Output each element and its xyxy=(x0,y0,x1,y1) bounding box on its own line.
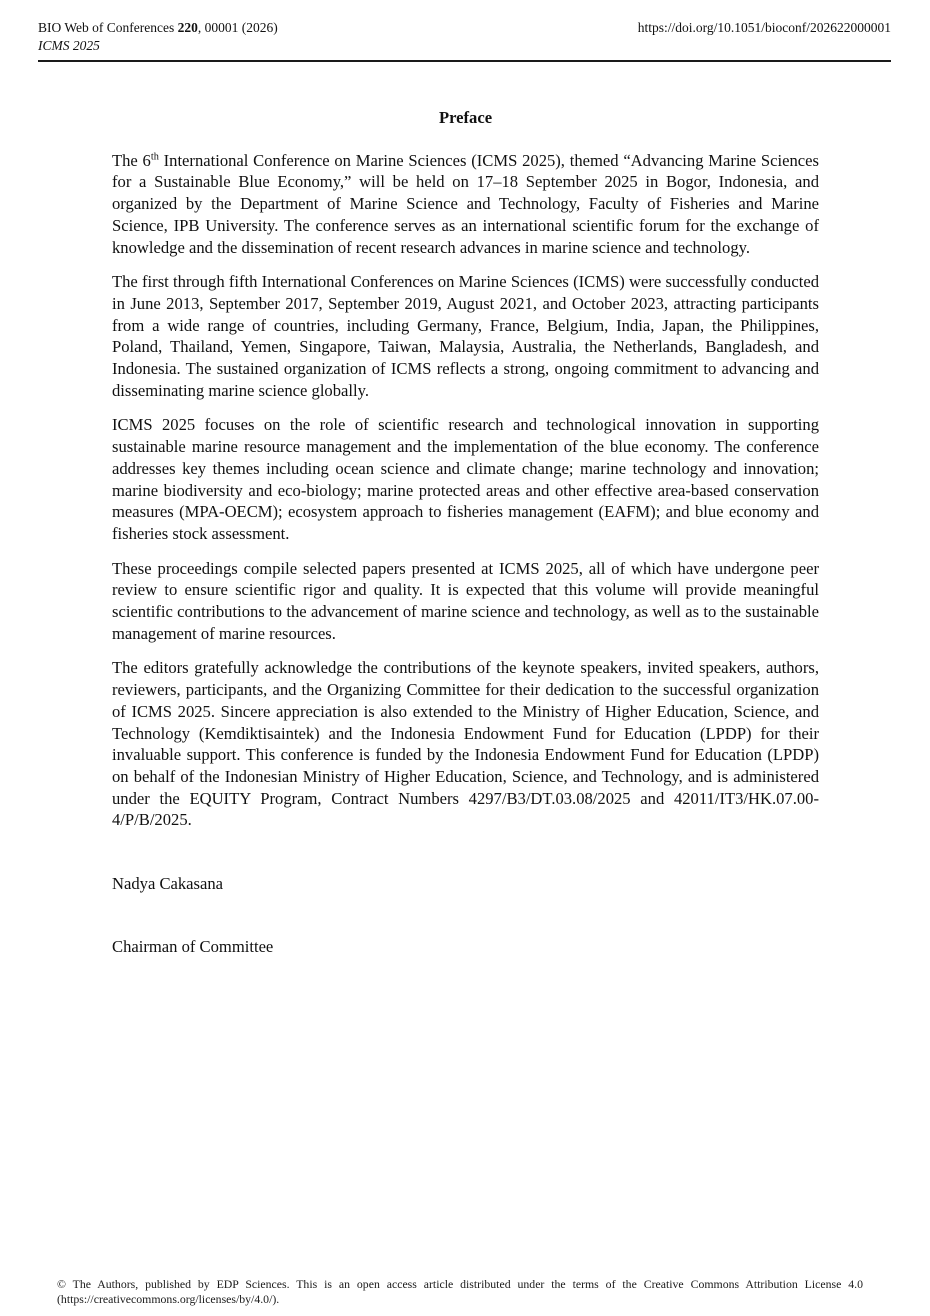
journal-name: BIO Web of Conferences xyxy=(38,20,178,35)
doi-link[interactable]: https://doi.org/10.1051/bioconf/202622000001 xyxy=(637,20,891,35)
conference-name: ICMS 2025 xyxy=(38,38,100,53)
paragraph-themes: ICMS 2025 focuses on the role of scientific research and technological innovation in supporting sustainable marine resource management and the implementation of the blue economy. The conference addresses key themes including ocean science and climate change; marine technology and innovation; marine biodiversity and eco-biology; marine protected areas and other effective area-based conservation measures (MPA-OECM); ecosystem approach to fisheries management (EAFM); and blue economy and fisheries stock assessment. xyxy=(112,415,819,543)
journal-reference-block xyxy=(38,19,278,55)
document-body xyxy=(112,107,819,958)
paragraph-proceedings: These proceedings compile selected papers presented at ICMS 2025, all of which have undergone peer review to ensure scientific rigor and quality. It is expected that this volume will provide meaningful scientific contributions to the advancement of marine science and technology, as well as to the sustainable management of marine resources. xyxy=(112,558,819,643)
ordinal-superscript: th xyxy=(150,151,159,163)
paragraph-1-lead: The 6 xyxy=(112,150,151,170)
article-number: , 00001 (2026) xyxy=(197,20,278,35)
page-header xyxy=(38,19,891,62)
paragraph-1-rest: International Conference on Marine Sciences (ICMS 2025), themed “Advancing Marine Sciences for a Sustainable Blue Economy,” will be held on 17–18 September 2025 in Bogor, Indonesia, and organized by the Department of Marine Science and Technology, Faculty of Fisheries and Marine Science, IPB University. The conference serves as an international scientific forum for the exchange of knowledge and the dissemination of recent research advances in marine science and technology. xyxy=(112,150,819,257)
signature-name: Nadya Cakasana xyxy=(112,874,224,894)
license-notice: © The Authors, published by EDP Sciences. This is an open access article distributed under the terms of the Creative Commons Attribution License 4.0 (https://creativecommons.org/licenses/by/4.0/). xyxy=(57,1277,863,1306)
signature-role: Chairman of Committee xyxy=(112,936,274,956)
paragraph-acknowledgements: The editors gratefully acknowledge the contributions of the keynote speakers, invited speakers, authors, reviewers, participants, and the Organizing Committee for their dedication to the successful organization of ICMS 2025. Sincere appreciation is also extended to the Ministry of Higher Education, Science, and Technology (Kemdiktisaintek) and the Indonesia Endowment Fund for Education (LPDP) for their invaluable support. This conference is funded by the Indonesia Endowment Fund for Education (LPDP) on behalf of the Indonesian Ministry of Higher Education, Science, and Technology, and is administered under the EQUITY Program, Contract Numbers 4297/B3/DT.03.08/2025 and 42011/IT3/HK.07.00-4/P/B/2025. xyxy=(112,658,819,830)
page-title: Preface xyxy=(438,108,493,127)
journal-reference xyxy=(38,19,278,37)
paragraph-introduction xyxy=(112,150,819,259)
journal-volume: 220 xyxy=(177,20,198,35)
paragraph-history: The first through fifth International Conferences on Marine Sciences (ICMS) were successfully conducted in June 2013, September 2017, September 2019, August 2021, and October 2023, attracting participants from a wide range of countries, including Germany, France, Belgium, India, Japan, the Philippines, Poland, Thailand, Yemen, Singapore, Taiwan, Malaysia, Australia, the Netherlands, Bangladesh, and Indonesia. The sustained organization of ICMS reflects a strong, ongoing commitment to advancing and disseminating marine science globally. xyxy=(112,272,819,400)
